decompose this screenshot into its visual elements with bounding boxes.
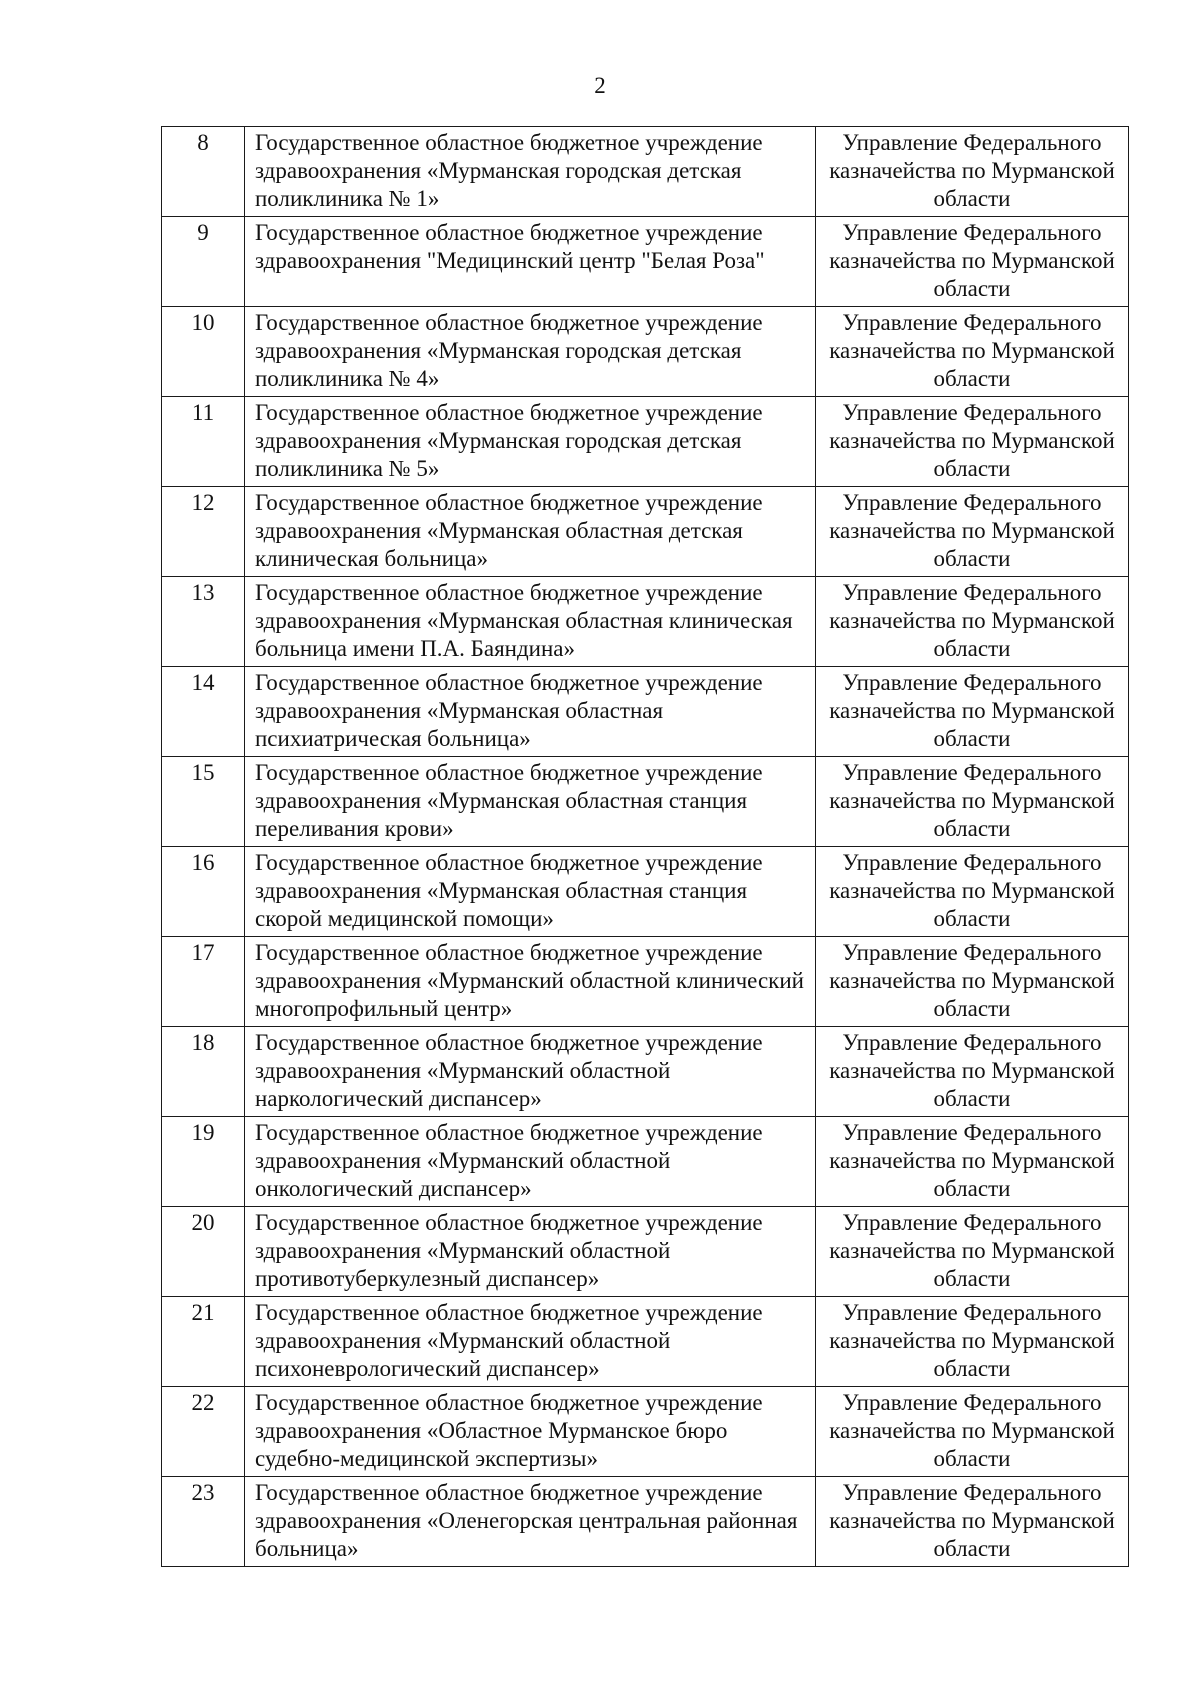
institution-name: Государственное областное бюджетное учреждение здравоохранения «Мурманский областной противотуберкулезный диспансер» bbox=[245, 1207, 816, 1297]
treasury-office: Управление Федерального казначейства по Мурманской области bbox=[816, 1027, 1129, 1117]
institution-name: Государственное областное бюджетное учреждение здравоохранения «Мурманская областная детская клиническая больница» bbox=[245, 487, 816, 577]
row-number: 14 bbox=[162, 667, 245, 757]
treasury-office: Управление Федерального казначейства по Мурманской области bbox=[816, 577, 1129, 667]
treasury-office: Управление Федерального казначейства по Мурманской области bbox=[816, 667, 1129, 757]
institution-name: Государственное областное бюджетное учреждение здравоохранения "Медицинский центр "Белая Роза" bbox=[245, 217, 816, 307]
table-row bbox=[162, 667, 1129, 757]
treasury-office: Управление Федерального казначейства по Мурманской области bbox=[816, 487, 1129, 577]
page-number: 2 bbox=[594, 73, 606, 98]
table-row bbox=[162, 847, 1129, 937]
institution-name: Государственное областное бюджетное учреждение здравоохранения «Мурманская областная станция скорой медицинской помощи» bbox=[245, 847, 816, 937]
institutions-table bbox=[161, 126, 1129, 1567]
table-row bbox=[162, 397, 1129, 487]
table-row bbox=[162, 1477, 1129, 1567]
table-row bbox=[162, 577, 1129, 667]
institution-name: Государственное областное бюджетное учреждение здравоохранения «Мурманская городская детская поликлиника № 4» bbox=[245, 307, 816, 397]
row-number: 23 bbox=[162, 1477, 245, 1567]
institution-name: Государственное областное бюджетное учреждение здравоохранения «Мурманская областная психиатрическая больница» bbox=[245, 667, 816, 757]
table-row bbox=[162, 1027, 1129, 1117]
row-number: 21 bbox=[162, 1297, 245, 1387]
table-row bbox=[162, 1117, 1129, 1207]
row-number: 8 bbox=[162, 127, 245, 217]
institution-name: Государственное областное бюджетное учреждение здравоохранения «Мурманский областной онкологический диспансер» bbox=[245, 1117, 816, 1207]
treasury-office: Управление Федерального казначейства по Мурманской области bbox=[816, 937, 1129, 1027]
treasury-office: Управление Федерального казначейства по Мурманской области bbox=[816, 847, 1129, 937]
treasury-office: Управление Федерального казначейства по Мурманской области bbox=[816, 1297, 1129, 1387]
row-number: 15 bbox=[162, 757, 245, 847]
treasury-office: Управление Федерального казначейства по Мурманской области bbox=[816, 397, 1129, 487]
treasury-office: Управление Федерального казначейства по Мурманской области bbox=[816, 757, 1129, 847]
row-number: 20 bbox=[162, 1207, 245, 1297]
treasury-office: Управление Федерального казначейства по Мурманской области bbox=[816, 307, 1129, 397]
row-number: 12 bbox=[162, 487, 245, 577]
row-number: 19 bbox=[162, 1117, 245, 1207]
table-row bbox=[162, 1387, 1129, 1477]
institution-name: Государственное областное бюджетное учреждение здравоохранения «Областное Мурманское бюро судебно-медицинской экспертизы» bbox=[245, 1387, 816, 1477]
row-number: 10 bbox=[162, 307, 245, 397]
institution-name: Государственное областное бюджетное учреждение здравоохранения «Мурманский областной наркологический диспансер» bbox=[245, 1027, 816, 1117]
treasury-office: Управление Федерального казначейства по Мурманской области bbox=[816, 1207, 1129, 1297]
row-number: 17 bbox=[162, 937, 245, 1027]
institution-name: Государственное областное бюджетное учреждение здравоохранения «Мурманская городская детская поликлиника № 5» bbox=[245, 397, 816, 487]
table-row bbox=[162, 127, 1129, 217]
table-row bbox=[162, 1207, 1129, 1297]
row-number: 9 bbox=[162, 217, 245, 307]
table-body bbox=[162, 127, 1129, 1567]
row-number: 16 bbox=[162, 847, 245, 937]
institution-name: Государственное областное бюджетное учреждение здравоохранения «Мурманский областной клинический многопрофильный центр» bbox=[245, 937, 816, 1027]
row-number: 18 bbox=[162, 1027, 245, 1117]
table-row bbox=[162, 1297, 1129, 1387]
table-row bbox=[162, 217, 1129, 307]
institution-name: Государственное областное бюджетное учреждение здравоохранения «Мурманская областная станция переливания крови» bbox=[245, 757, 816, 847]
treasury-office: Управление Федерального казначейства по Мурманской области bbox=[816, 1117, 1129, 1207]
treasury-office: Управление Федерального казначейства по Мурманской области bbox=[816, 217, 1129, 307]
row-number: 13 bbox=[162, 577, 245, 667]
table-row bbox=[162, 757, 1129, 847]
institution-name: Государственное областное бюджетное учреждение здравоохранения «Мурманский областной психоневрологический диспансер» bbox=[245, 1297, 816, 1387]
treasury-office: Управление Федерального казначейства по Мурманской области bbox=[816, 127, 1129, 217]
institution-name: Государственное областное бюджетное учреждение здравоохранения «Мурманская областная клиническая больница имени П.А. Баяндина» bbox=[245, 577, 816, 667]
institution-name: Государственное областное бюджетное учреждение здравоохранения «Оленегорская центральная районная больница» bbox=[245, 1477, 816, 1567]
institution-name: Государственное областное бюджетное учреждение здравоохранения «Мурманская городская детская поликлиника № 1» bbox=[245, 127, 816, 217]
table-row bbox=[162, 937, 1129, 1027]
row-number: 22 bbox=[162, 1387, 245, 1477]
treasury-office: Управление Федерального казначейства по Мурманской области bbox=[816, 1387, 1129, 1477]
row-number: 11 bbox=[162, 397, 245, 487]
table-row bbox=[162, 487, 1129, 577]
table-row bbox=[162, 307, 1129, 397]
treasury-office: Управление Федерального казначейства по Мурманской области bbox=[816, 1477, 1129, 1567]
